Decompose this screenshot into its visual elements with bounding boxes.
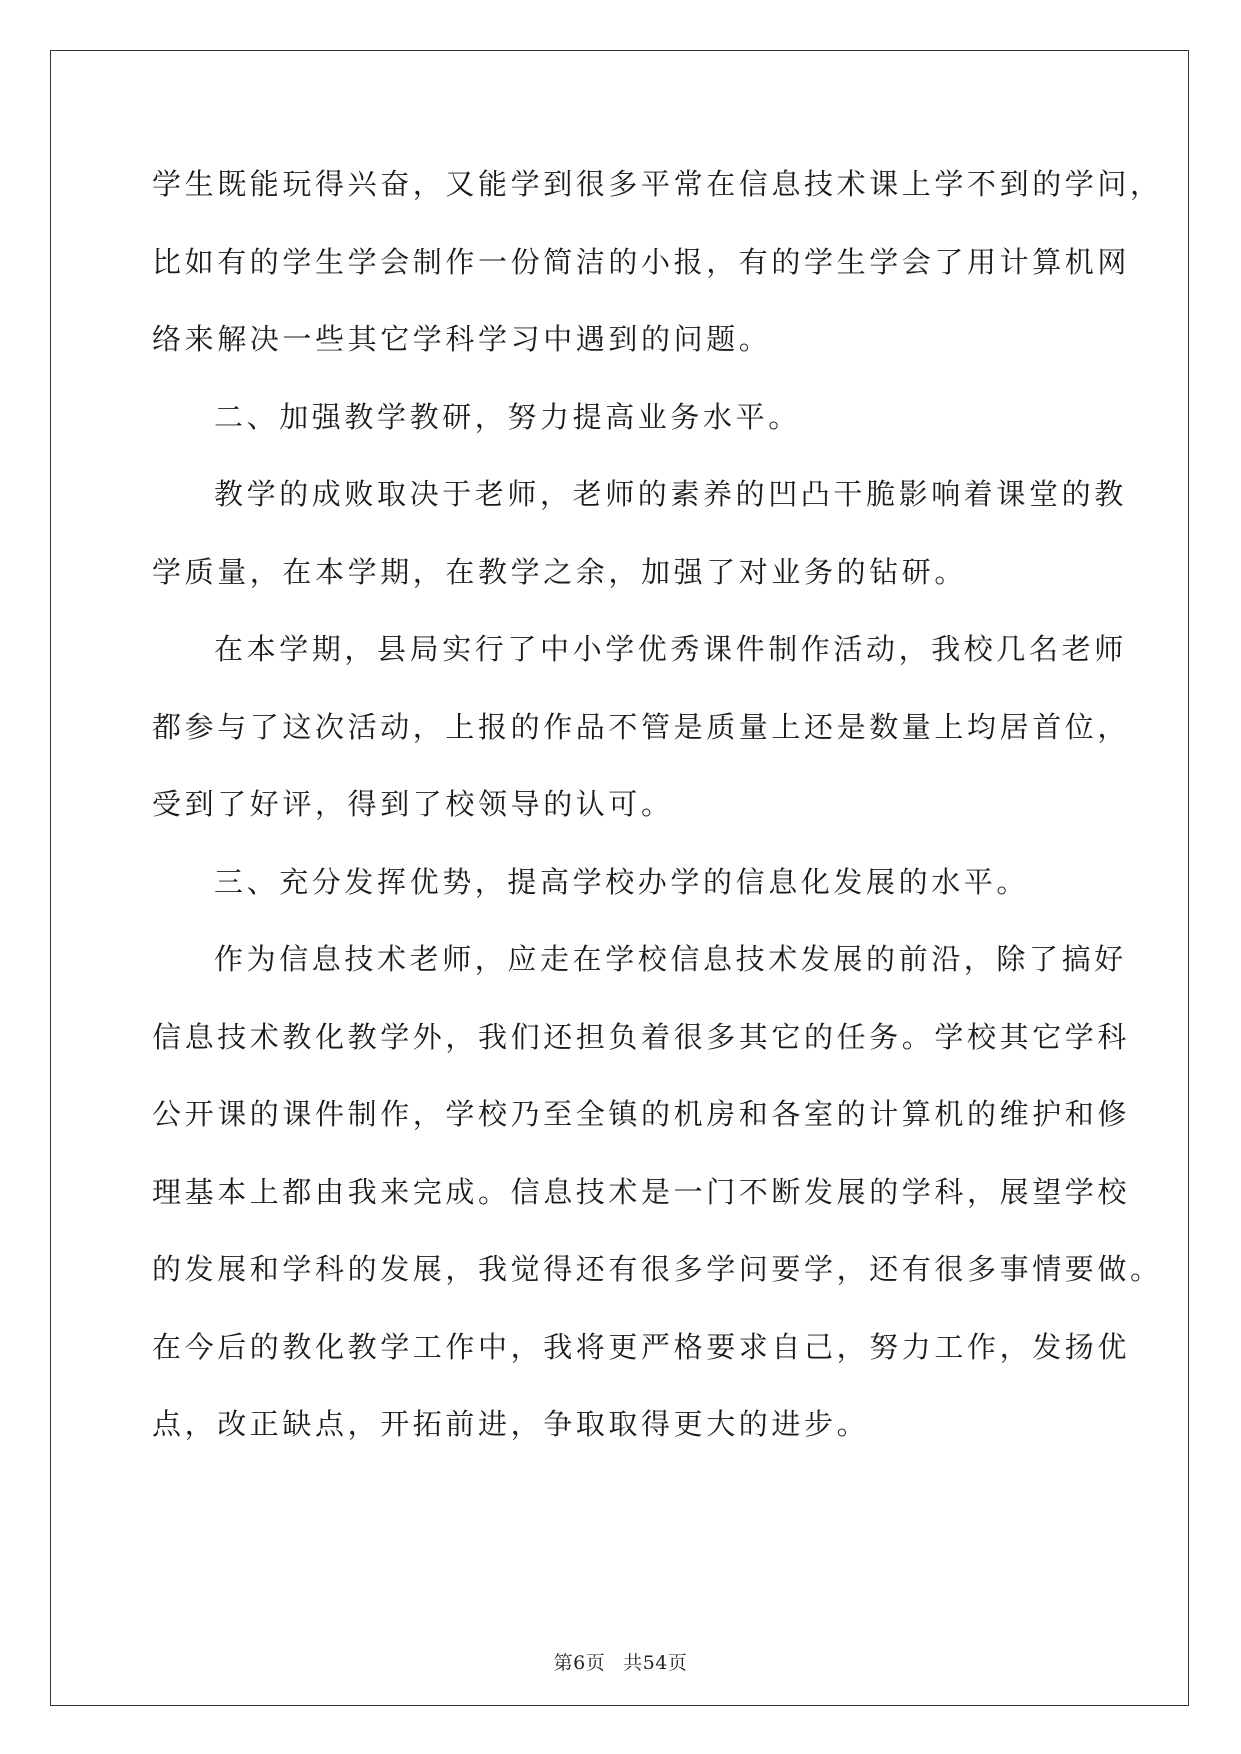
current-page-label: 第6页: [553, 1652, 606, 1674]
text-line: 理基本上都由我来完成。信息技术是一门不断发展的学科，展望学校: [152, 1174, 1131, 1209]
text-line: 点，改正缺点，开拓前进，争取取得更大的进步。: [152, 1407, 870, 1441]
text-line: 教学的成败取决于老师，老师的素养的凹凸干脆影响着课堂的教: [214, 477, 1127, 511]
text-line: 络来解决一些其它学科学习中遇到的问题。: [152, 322, 772, 356]
text-line: 都参与了这次活动，上报的作品不管是质量上还是数量上均居首位，: [152, 709, 1131, 744]
text-line: 学生既能玩得兴奋，又能学到很多平常在信息技术课上学不到的学问，: [152, 167, 1163, 201]
text-line: 受到了好评，得到了校领导的认可。: [152, 787, 674, 821]
document-body: [152, 154, 1163, 1472]
text-line: 的发展和学科的发展，我觉得还有很多学问要学，还有很多事情要做。: [152, 1252, 1163, 1286]
text-line: 在今后的教化教学工作中，我将更严格要求自己，努力工作，发扬优: [152, 1329, 1131, 1364]
text-line: 公开课的课件制作，学校乃至全镇的机房和各室的计算机的维护和修: [152, 1097, 1131, 1131]
text-line: 信息技术教化教学外，我们还担负着很多其它的任务。学校其它学科: [152, 1019, 1131, 1054]
text-line: 三、充分发挥优势，提高学校办学的信息化发展的水平。: [214, 864, 1030, 899]
total-pages-label: 共54页: [623, 1652, 688, 1674]
text-line: 比如有的学生学会制作一份简洁的小报，有的学生学会了用计算机网: [152, 244, 1131, 279]
text-line: 在本学期，县局实行了中小学优秀课件制作活动，我校几名老师: [214, 632, 1127, 666]
page-footer: [0, 1648, 1241, 1675]
text-line: 作为信息技术老师，应走在学校信息技术发展的前沿，除了搞好: [214, 942, 1127, 976]
text-line: 学质量，在本学期，在教学之余，加强了对业务的钻研。: [152, 554, 968, 589]
text-line: 二、加强教学教研，努力提高业务水平。: [214, 399, 801, 434]
